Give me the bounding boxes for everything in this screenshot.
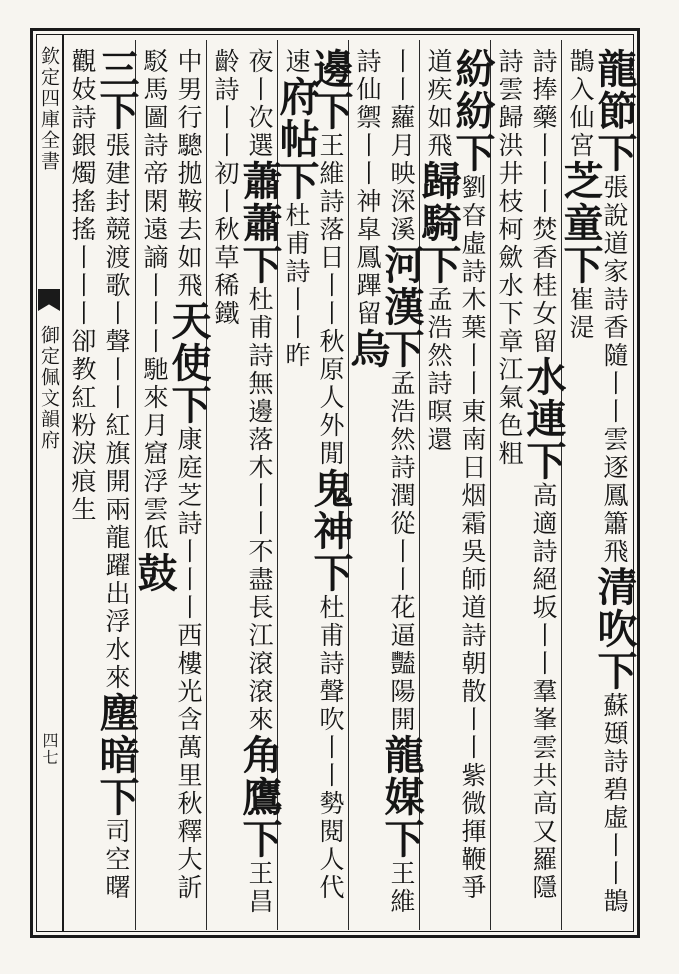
column-5 [273, 40, 354, 930]
headword: 塵暗下 [93, 692, 140, 818]
quotation-text: 康庭芝詩丨丨丨西樓光含萬里秋釋大訢駁馬圖詩帝閑遠謪丨丨丨馳來月窟浮雲低 [140, 48, 203, 902]
column-text [273, 48, 354, 928]
column-text [64, 48, 140, 928]
headword: 烏 [344, 328, 391, 370]
headword: 歸騎下 [415, 160, 462, 286]
headword: 龍媒下 [378, 734, 425, 860]
headword: 清吹下 [591, 566, 638, 692]
book-title: 欽定四庫全書 [38, 46, 60, 172]
column-text [344, 48, 425, 928]
column-text [557, 48, 638, 928]
headword: 紛紛下 [449, 48, 496, 174]
column-text [207, 48, 283, 928]
column-6 [206, 40, 283, 930]
quotation-text: 司空曙觀妓詩銀燭搖搖丨丨丨卻教紅粉淚痕生 [68, 48, 131, 902]
headword: 蕭蕭下 [236, 160, 283, 286]
quotation-text: 詩捧藥丨丨丨焚香桂女留 [529, 48, 558, 356]
headword: 龍節下 [591, 48, 638, 174]
headword: 芝童下 [557, 160, 604, 286]
column-text [131, 48, 212, 928]
column-text [415, 48, 496, 928]
headword: 鬼神下 [307, 468, 354, 594]
quotation-text: 丨丨蘿月映深溪 [387, 48, 416, 244]
volume-title: 御定佩文韻府 [38, 325, 60, 451]
headword: 府帖下 [273, 76, 320, 202]
quotation-text: 劉昚虛詩木葉丨丨東南日烟霜吳師道詩朝散丨丨紫微揮鞭爭道疾如飛 [424, 48, 487, 902]
quotation-text: 孟浩然詩暝還 [424, 286, 453, 454]
quotation-text: 蘇頲詩碧虛丨丨鵲鵲入仙宮 [566, 48, 629, 916]
column-2 [490, 40, 567, 930]
quotation-text: 王維詩落日丨丨秋原人外閒 [316, 132, 345, 468]
headword: 河漢下 [378, 244, 425, 370]
text-columns [64, 40, 638, 930]
quotation-text: 杜甫詩丨丨昨 [282, 202, 311, 370]
quotation-text: 張說道家詩香隨丨丨雲逐鳳簫飛 [600, 174, 629, 566]
quotation-text: 高適詩絕坂丨丨羣峯雲共高又羅隱詩雲歸洪井枝柯歛水下章江氣色粗 [495, 48, 558, 902]
quotation-text: 王維詩仙禦丨丨神皐鳳蹕留 [353, 48, 416, 916]
quotation-text: 崔湜 [566, 286, 595, 342]
headword: 邊下 [307, 48, 354, 132]
quotation-text: 杜甫詩無邊落木丨丨不盡長江滾滾來 [245, 286, 274, 734]
quotation-text: 王昌齡詩丨丨初丨秋草稀鐵 [211, 48, 274, 916]
page-number: 四七 [40, 732, 59, 766]
headword: 三下 [93, 48, 140, 132]
quotation-text: 中男行驄拋鞍去如飛 [174, 48, 203, 300]
column-3 [415, 40, 496, 930]
quotation-text: 杜甫詩聲吹丨丨勢閱人代速 [282, 48, 345, 902]
headword: 水連下 [520, 356, 567, 482]
quotation-text: 張建封競渡歌丨聲丨丨紅旗開兩龍躍出浮水來 [102, 132, 131, 692]
quotation-text: 孟浩然詩潤從丨丨花逼豔陽開 [387, 370, 416, 734]
quotation-text: 夜丨次選 [245, 48, 274, 160]
column-text [491, 48, 567, 928]
column-1 [557, 40, 638, 930]
headword: 鼓 [131, 552, 178, 594]
headword: 角鷹下 [236, 734, 283, 860]
column-7 [131, 40, 212, 930]
headword: 天使下 [165, 300, 212, 426]
column-8 [64, 40, 140, 930]
column-4 [344, 40, 425, 930]
